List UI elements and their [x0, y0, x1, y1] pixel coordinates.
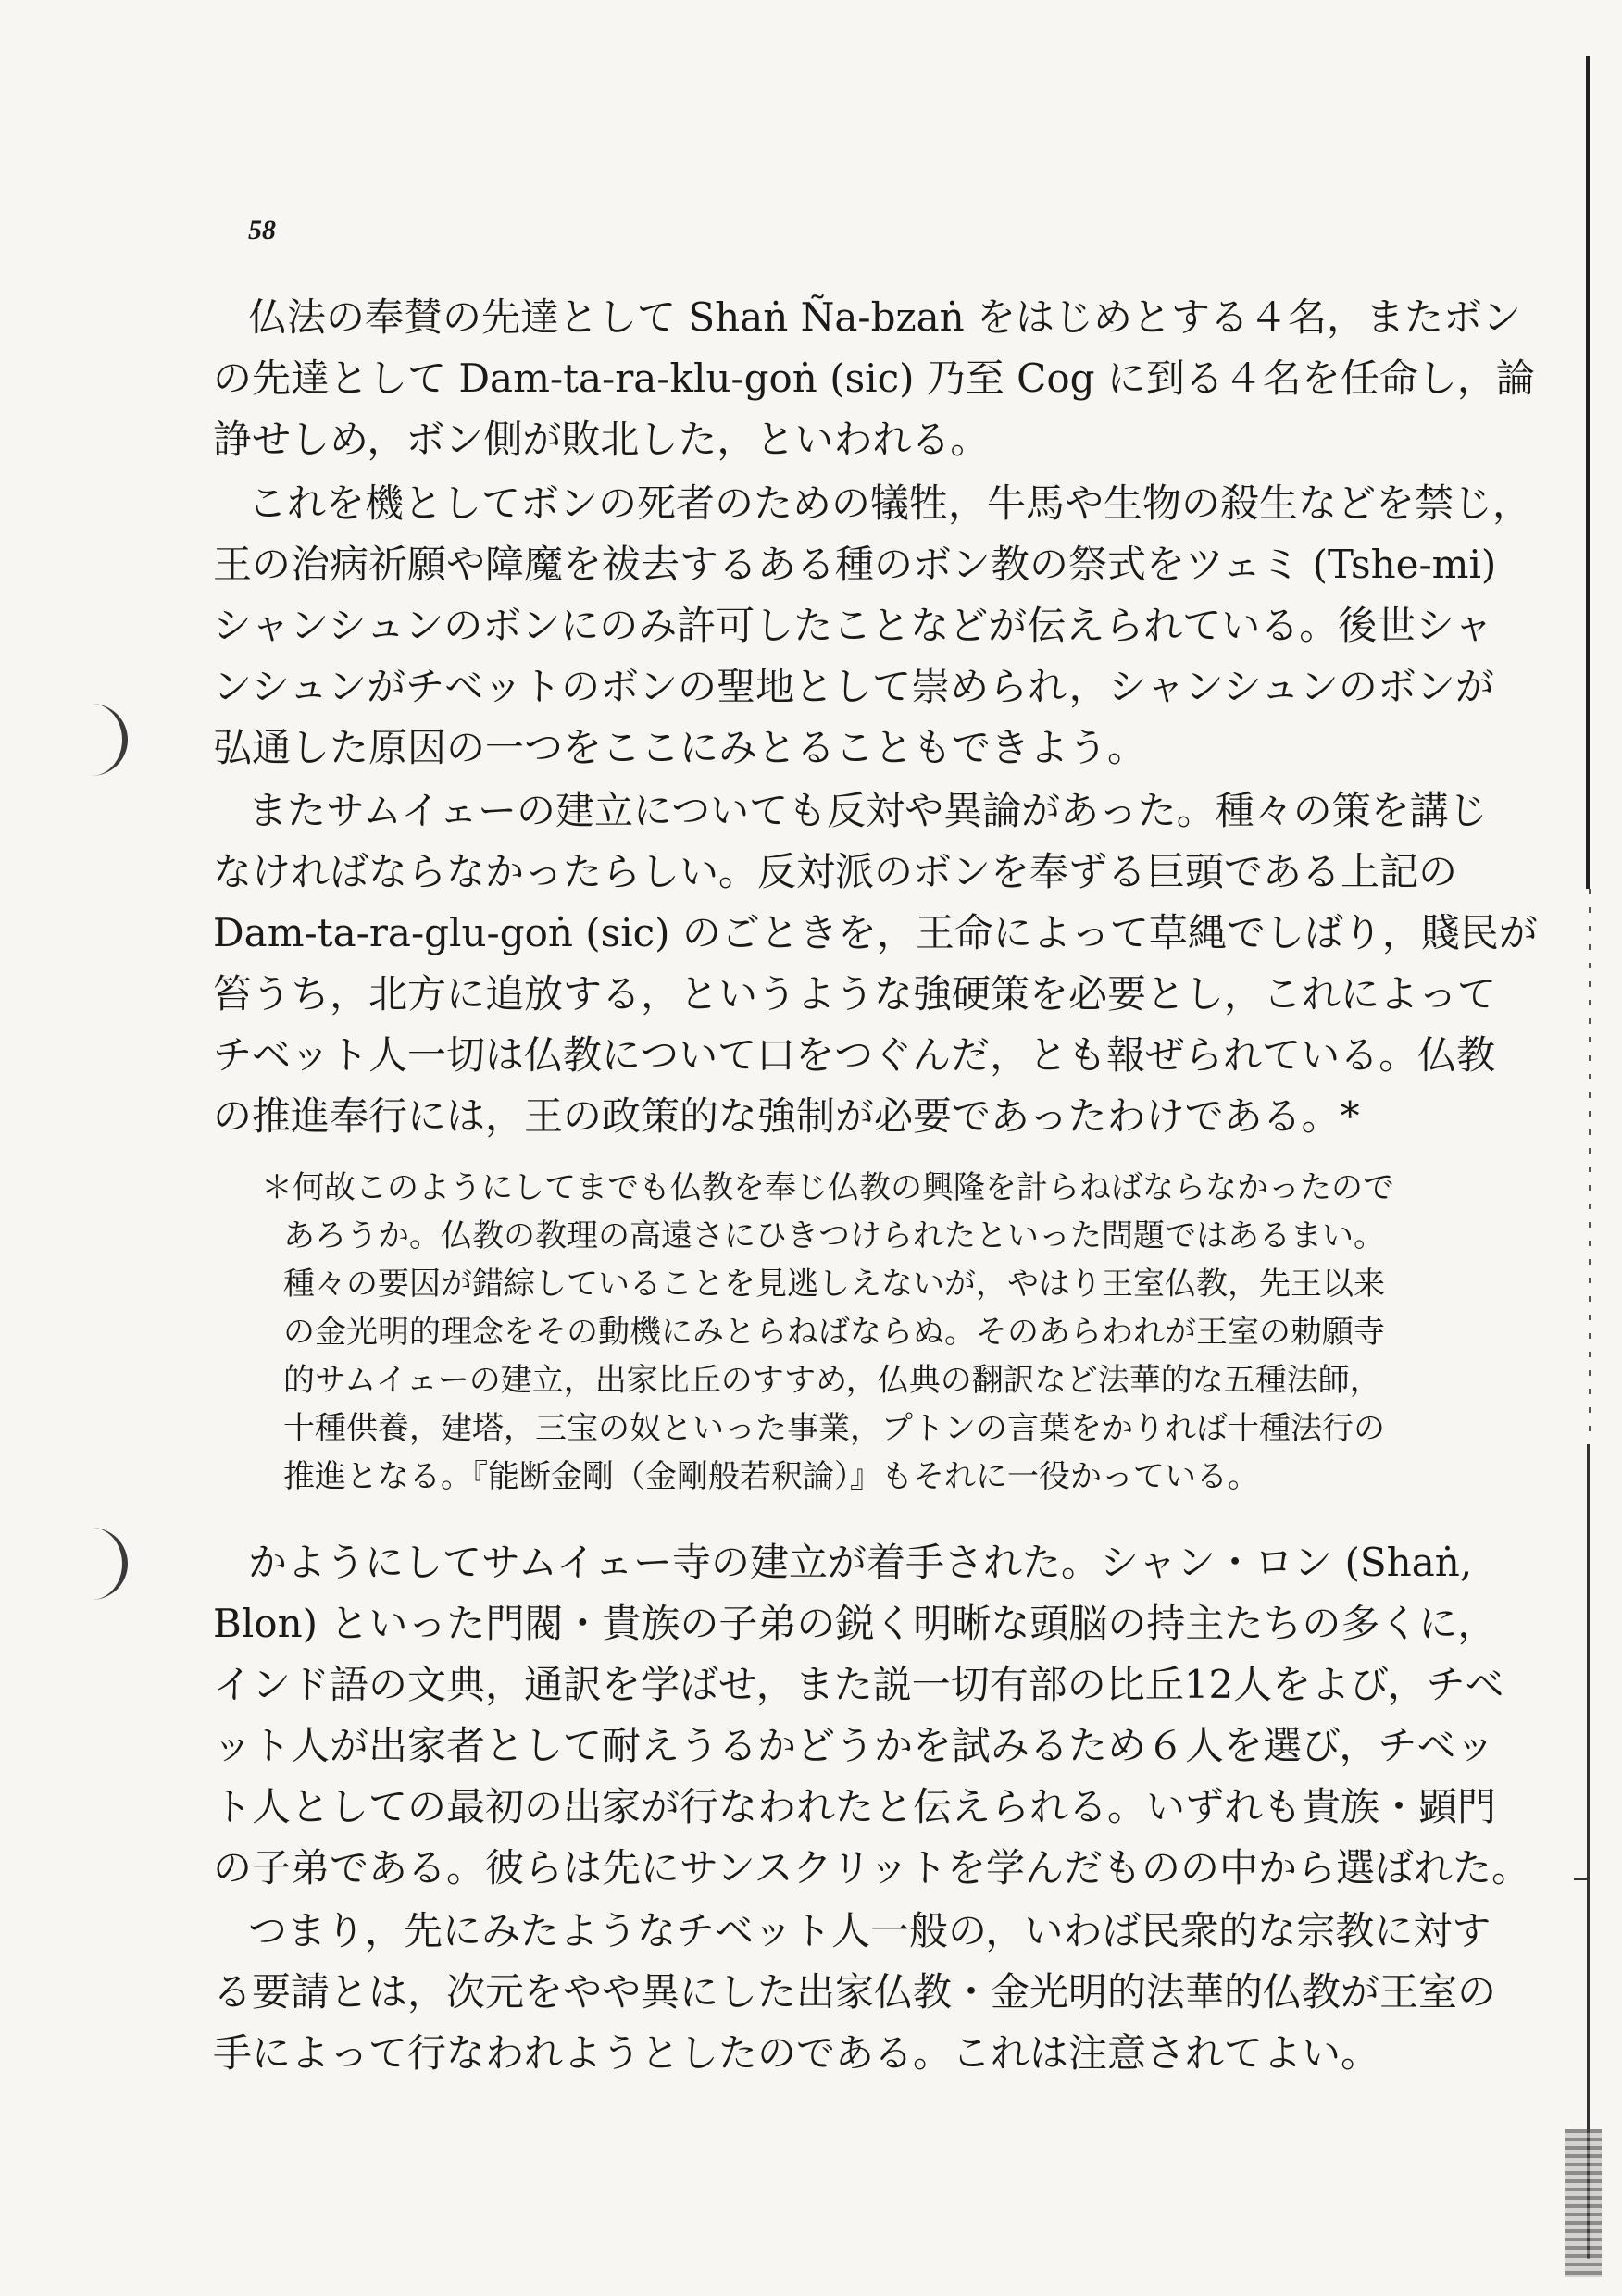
text-line: の推進奉行には，王の政策的な強制が必要であったわけである。*	[213, 1093, 1360, 1139]
binding-hole-mark	[91, 704, 128, 776]
text-line: 諍せしめ，ボン側が敗北した，といわれる。	[213, 417, 990, 462]
footnote-line: 的サムイェーの建立，出家比丘のすすめ，仏典の翻訳など法華的な五種法師，	[283, 1362, 1381, 1399]
scan-edge-smudge	[1565, 2129, 1602, 2277]
page-number: 58	[248, 215, 276, 245]
text-line: 手によって行なわれようとしたのである。これは注意されてよい。	[213, 2030, 1380, 2076]
text-line: かようにしてサムイェー寺の建立が着手された。シャン・ロン (Shaṅ,	[248, 1540, 1473, 1585]
text-line: 弘通した原因の一つをここにみとることもできよう。	[213, 725, 1147, 770]
text-line: の子弟である。彼らは先にサンスクリットを学んだものの中から選ばれた。	[213, 1845, 1530, 1890]
text-line: ンシュンがチベットのボンの聖地として崇められ，シャンシュンのボンが	[213, 664, 1494, 709]
text-line: シャンシュンのボンにのみ許可したことなどが伝えられている。後世シャ	[213, 603, 1493, 648]
scan-edge-dashes	[1589, 889, 1591, 1444]
footnote-line: 推進となる。『能断金剛（金剛般若釈論）』もそれに一役かっている。	[283, 1458, 1259, 1495]
text-line: 王の治病祈願や障魔を祓去するある種のボン教の祭式をツェミ (Tshe-mi)	[213, 542, 1497, 587]
text-line: 笞うち，北方に追放する，というような強硬策を必要とし，これによって	[213, 971, 1497, 1017]
text-line: る要請とは，次元をやや異にした出家仏教・金光明的法華的仏教が王室の	[213, 1969, 1497, 2015]
text-line: Dam-ta-ra-glu-goṅ (sic) のごときを，王命によって草縄でしばり，賤民が	[213, 910, 1538, 955]
text-line: これを機としてボンの死者のための犠牲，牛馬や生物の殺生などを禁じ，	[248, 480, 1532, 526]
scan-edge-rule	[1586, 56, 1590, 889]
text-line: チベット人一切は仏教について口をつぐんだ，とも報ぜられている。仏教	[213, 1032, 1496, 1078]
footnote-line: 種々の要因が錯綜していることを見逃しえないが，やはり王室仏教，先王以来	[283, 1266, 1385, 1303]
text-line: またサムイェーの建立についても反対や異論があった。種々の策を講じ	[248, 788, 1488, 833]
footnote-line: あろうか。仏教の教理の高遠さにひきつけられたといった問題ではあるまい。	[283, 1217, 1385, 1254]
text-line: ト人としての最初の出家が行なわれたと伝えられる。いずれも貴族・顕門	[213, 1784, 1497, 1829]
text-line: 仏法の奉賛の先達として Shaṅ Ña-bzaṅ をはじめとする４名，またボン	[248, 294, 1522, 340]
text-line: Blon) といった門閥・貴族の子弟の鋭く明晰な頭脳の持主たちの多くに，	[213, 1601, 1497, 1646]
text-line: の先達として Dam-ta-ra-klu-goṅ (sic) 乃至 Cog に到る４名を任命し，論	[213, 356, 1535, 401]
footnote-line: ＊何故このようにしてまでも仏教を奉じ仏教の興隆を計らねばならなかったので	[261, 1169, 1394, 1206]
text-line: つまり，先にみたようなチベット人一般の，いわば民衆的な宗教に対す	[248, 1908, 1491, 1953]
footnote-line: 十種供養，建塔，三宝の奴といった事業，プトンの言葉をかりれば十種法行の	[283, 1410, 1385, 1447]
scan-edge-tick	[1574, 1878, 1587, 1880]
text-line: インド語の文典，通訳を学ばせ，また説一切有部の比丘12人をよび，チベ	[213, 1662, 1504, 1707]
binding-hole-mark	[91, 1528, 128, 1600]
text-line: ット人が出家者として耐えうるかどうかを試みるため６人を選び，チベッ	[213, 1723, 1495, 1768]
text-line: なければならなかったらしい。反対派のボンを奉ずる巨頭である上記の	[213, 849, 1458, 894]
footnote-line: の金光明的理念をその動機にみとらねばならぬ。そのあらわれが王室の勅願寺	[283, 1314, 1385, 1351]
